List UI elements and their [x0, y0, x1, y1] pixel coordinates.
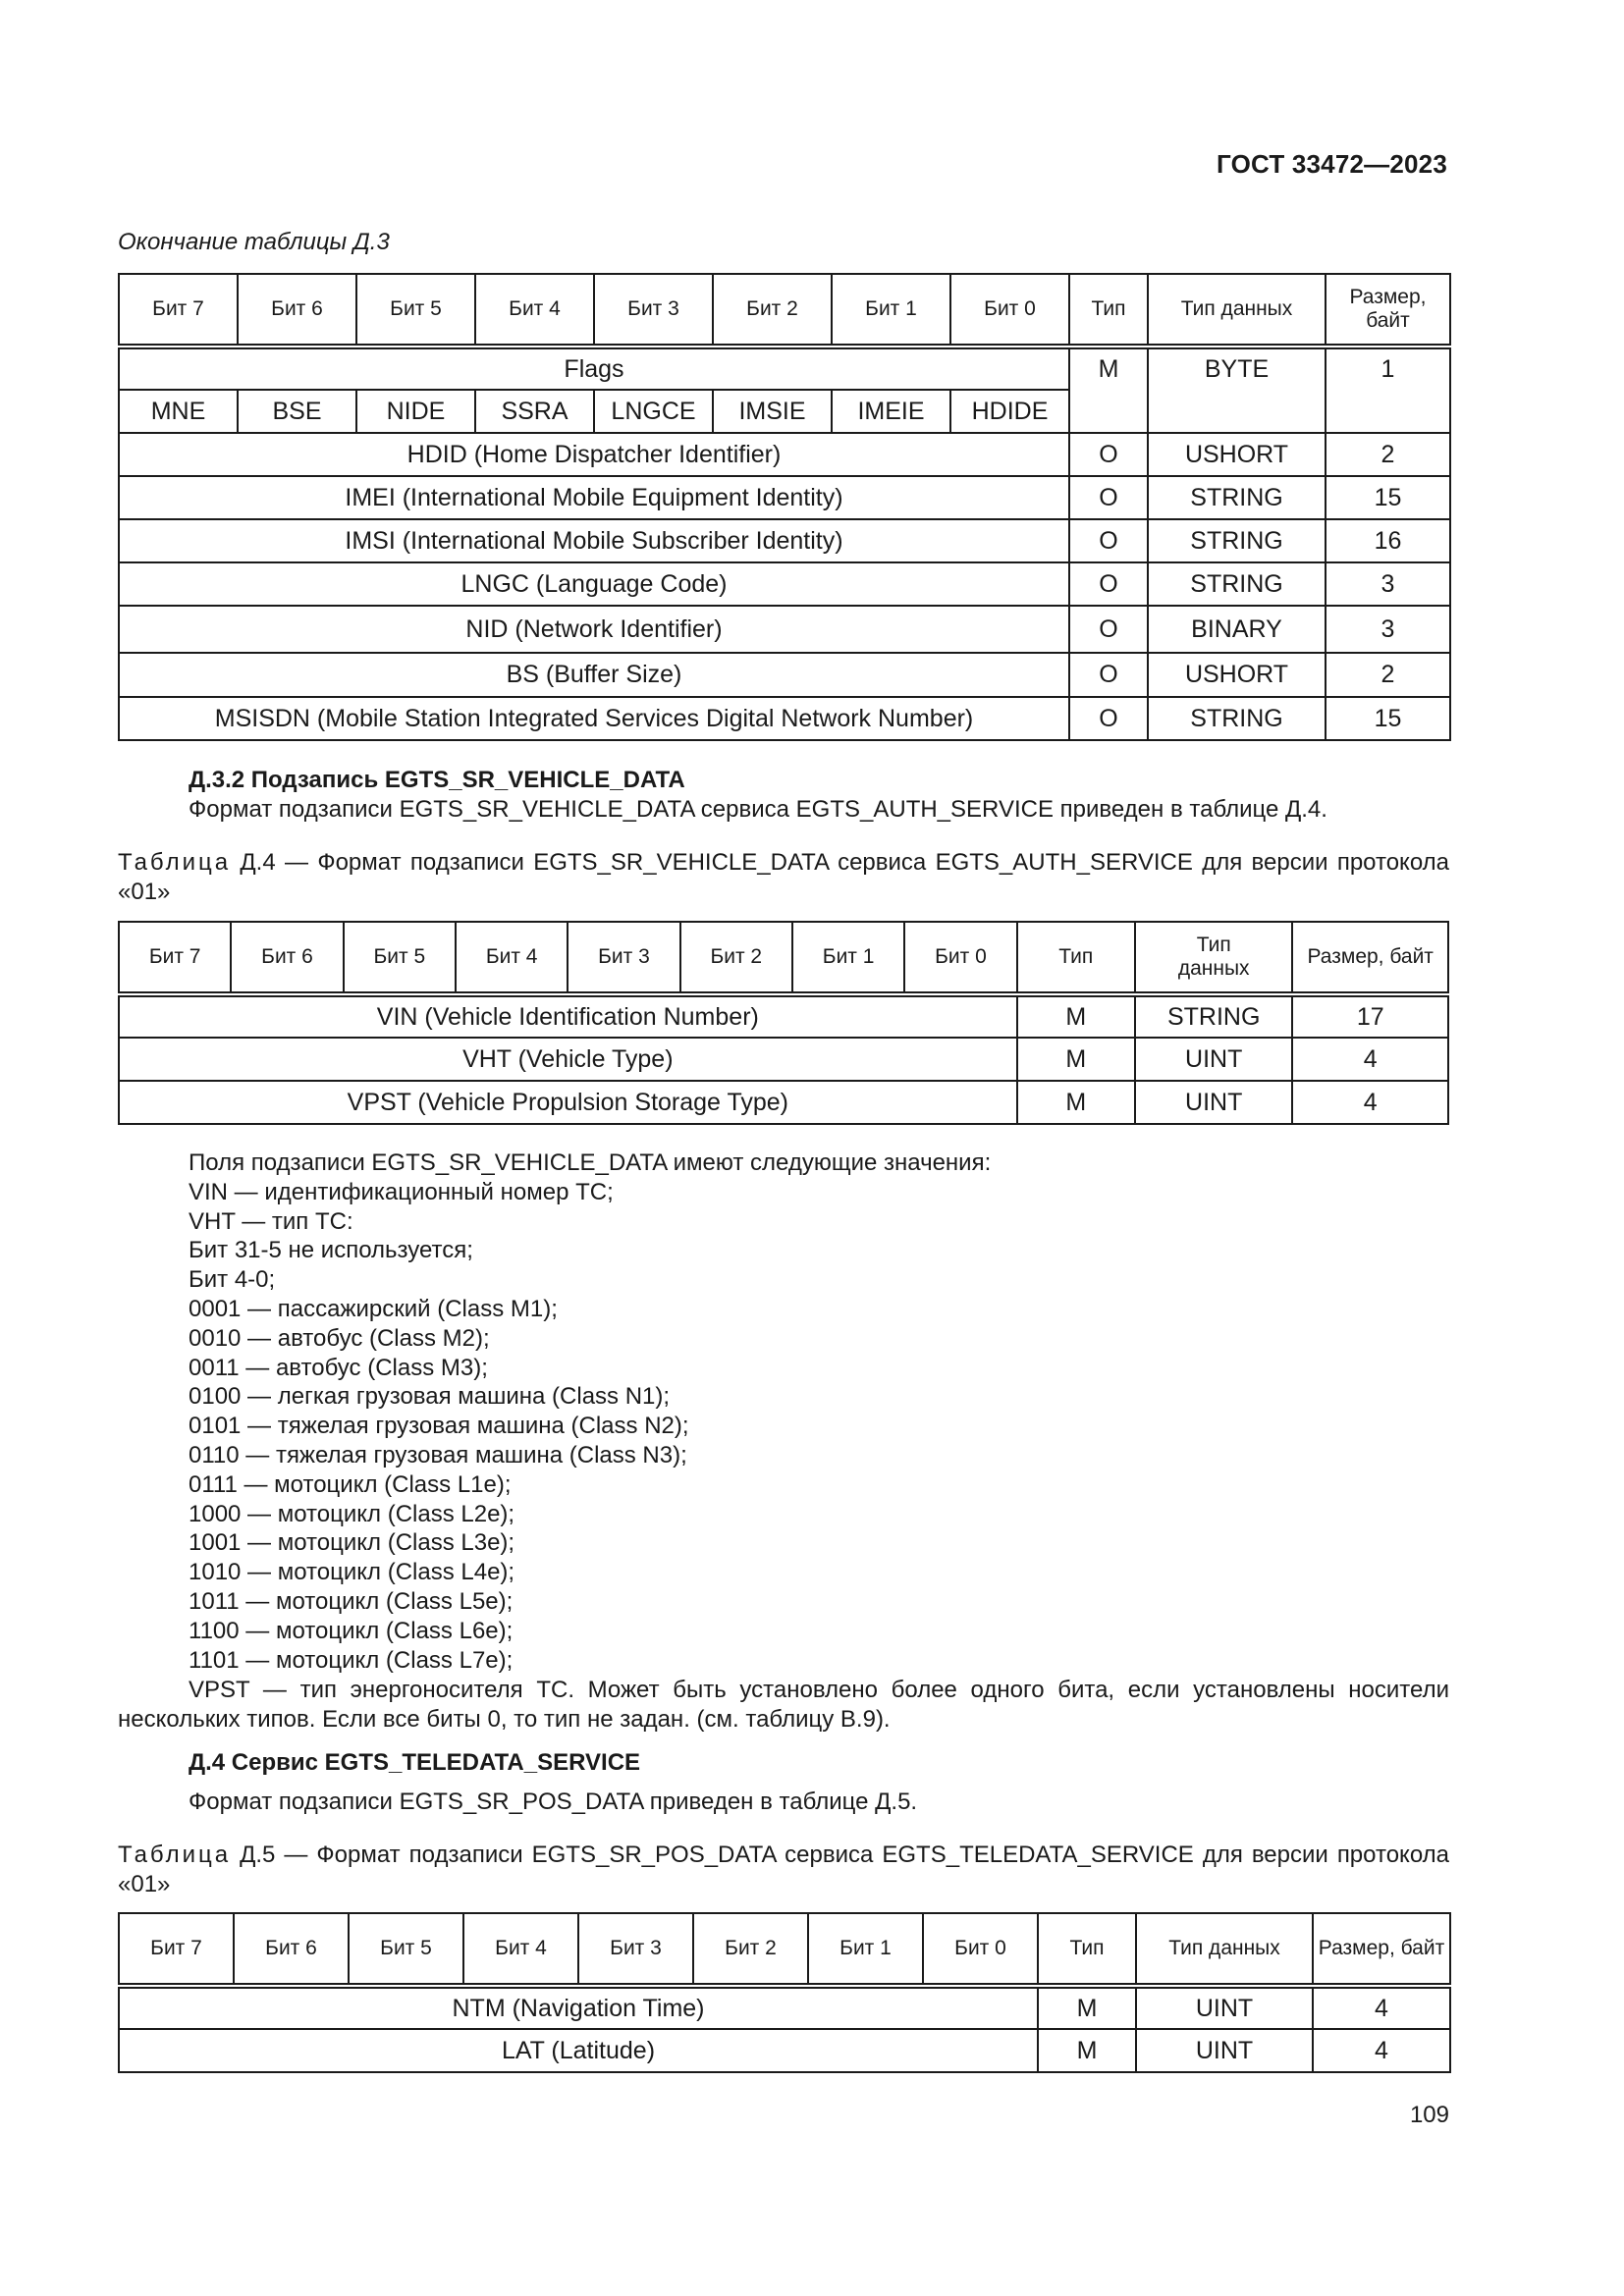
header-cell: Бит 3 [578, 1913, 693, 1986]
description-line: 0111 — мотоцикл (Class L1e); [189, 1470, 512, 1498]
type-cell: M [1017, 1081, 1135, 1124]
header-cell: Бит 2 [713, 274, 832, 347]
bit-cell: IMSIE [713, 390, 832, 433]
size-cell: 17 [1292, 994, 1448, 1038]
header-cell: Бит 5 [344, 922, 456, 994]
vpst-paragraph: VPST — тип энергоносителя ТС. Может быть установлено более одного бита, если установлены носители нескольких типов. Если все биты 0, то тип не задан. (см. таблицу В.9). [118, 1677, 1449, 1733]
type-cell: M [1038, 1986, 1136, 2029]
caption-word: Таблица [118, 1842, 232, 1868]
header-cell: Бит 5 [349, 1913, 463, 1986]
header-cell: Бит 6 [231, 922, 343, 994]
flags-cell: Flags [119, 347, 1069, 390]
field-name-cell: BS (Buffer Size) [119, 653, 1069, 697]
header-cell: Размер, байт [1292, 922, 1448, 994]
bit-cell: BSE [238, 390, 356, 433]
table-row [119, 1986, 1450, 2029]
field-name-cell: MSISDN (Mobile Station Integrated Services Digital Network Number) [119, 697, 1069, 740]
table-row [119, 562, 1450, 606]
field-name-cell: LNGC (Language Code) [119, 562, 1069, 606]
table-d5 [118, 1912, 1451, 2073]
description-line: 0110 — тяжелая грузовая машина (Class N3); [189, 1441, 687, 1468]
table-header-row [119, 1913, 1450, 1986]
type-cell: O [1069, 653, 1148, 697]
dtype-cell: STRING [1148, 697, 1326, 740]
description-line: 1100 — мотоцикл (Class L6e); [189, 1617, 514, 1644]
table-row [119, 347, 1450, 390]
type-cell: M [1017, 1038, 1135, 1081]
table-row [119, 606, 1450, 653]
field-name-cell: LAT (Latitude) [119, 2029, 1038, 2072]
type-cell: O [1069, 433, 1148, 476]
dtype-cell: STRING [1148, 476, 1326, 519]
bit-cell: HDIDE [950, 390, 1069, 433]
type-cell: O [1069, 562, 1148, 606]
header-cell: Бит 1 [808, 1913, 923, 1986]
description-line: Бит 31-5 не используется; [189, 1237, 473, 1264]
header-cell: Бит 3 [594, 274, 713, 347]
dtype-cell: UINT [1135, 1081, 1292, 1124]
dtype-cell: STRING [1135, 994, 1292, 1038]
table-header-row [119, 922, 1448, 994]
size-cell: 3 [1326, 606, 1450, 653]
bit-cell: NIDE [356, 390, 475, 433]
header-cell: Бит 2 [680, 922, 792, 994]
table-row [119, 476, 1450, 519]
type-cell: O [1069, 606, 1148, 653]
table-row [119, 697, 1450, 740]
size-cell: 4 [1313, 2029, 1450, 2072]
description-line: 0101 — тяжелая грузовая машина (Class N2); [189, 1413, 689, 1440]
header-cell: Тип данных [1148, 274, 1326, 347]
description-line: 0010 — автобус (Class M2); [189, 1324, 490, 1352]
dtype-cell: UINT [1136, 2029, 1313, 2072]
header-cell: Тип данных [1136, 1913, 1313, 1986]
header-cell: Тип данных [1135, 922, 1292, 994]
table-row [119, 994, 1448, 1038]
table-d3-caption: Окончание таблицы Д.3 [118, 229, 390, 255]
field-name-cell: NID (Network Identifier) [119, 606, 1069, 653]
type-cell: M [1017, 994, 1135, 1038]
size-cell: 3 [1326, 562, 1450, 606]
header-cell: Размер, байт [1326, 274, 1450, 347]
table-row [119, 653, 1450, 697]
bit-cell: SSRA [475, 390, 594, 433]
dtype-cell: USHORT [1148, 653, 1326, 697]
table-d4-caption [118, 848, 1449, 907]
table-row [119, 1038, 1448, 1081]
document-id-header: ГОСТ 33472—2023 [1217, 149, 1447, 179]
field-name-cell: NTM (Navigation Time) [119, 1986, 1038, 2029]
size-cell: 15 [1326, 476, 1450, 519]
header-cell: Бит 0 [904, 922, 1016, 994]
section-heading-d32: Д.3.2 Подзапись EGTS_SR_VEHICLE_DATA [189, 767, 685, 793]
description-line: 1000 — мотоцикл (Class L2e); [189, 1500, 515, 1527]
size-cell: 16 [1326, 519, 1450, 562]
fields-intro: Поля подзаписи EGTS_SR_VEHICLE_DATA имеют следующие значения: [189, 1149, 992, 1176]
field-name-cell: VHT (Vehicle Type) [119, 1038, 1017, 1081]
dtype-cell: UINT [1135, 1038, 1292, 1081]
header-cell: Тип [1017, 922, 1135, 994]
size-cell: 4 [1292, 1038, 1448, 1081]
size-cell: 1 [1326, 347, 1450, 433]
description-line: VIN — идентификационный номер ТС; [189, 1178, 614, 1205]
description-line: 1101 — мотоцикл (Class L7e); [189, 1646, 514, 1674]
header-cell: Бит 7 [119, 274, 238, 347]
size-cell: 4 [1313, 1986, 1450, 2029]
size-cell: 15 [1326, 697, 1450, 740]
header-cell: Бит 3 [568, 922, 679, 994]
header-cell: Бит 1 [832, 274, 950, 347]
table-header-row [119, 274, 1450, 347]
type-cell: O [1069, 519, 1148, 562]
description-line: 1010 — мотоцикл (Class L4e); [189, 1559, 515, 1586]
section-d4-intro: Формат подзаписи EGTS_SR_POS_DATA приведен в таблице Д.5. [189, 1789, 918, 1815]
description-line: 0100 — легкая грузовая машина (Class N1); [189, 1383, 671, 1411]
header-cell: Бит 6 [238, 274, 356, 347]
field-descriptions [118, 1148, 1449, 1675]
section-heading-d4: Д.4 Сервис EGTS_TELEDATA_SERVICE [189, 1749, 641, 1776]
table-d5-caption [118, 1841, 1449, 1899]
field-name-cell: IMSI (International Mobile Subscriber Identity) [119, 519, 1069, 562]
header-cell: Бит 6 [234, 1913, 349, 1986]
type-cell: M [1038, 2029, 1136, 2072]
header-cell: Бит 7 [119, 1913, 234, 1986]
dtype-cell: BYTE [1148, 347, 1326, 433]
header-cell: Бит 4 [456, 922, 568, 994]
table-d4 [118, 921, 1449, 1125]
table-row [119, 433, 1450, 476]
table-row [119, 2029, 1450, 2072]
dtype-cell: UINT [1136, 1986, 1313, 2029]
dtype-cell: STRING [1148, 519, 1326, 562]
dtype-cell: USHORT [1148, 433, 1326, 476]
description-line: VHT — тип ТС: [189, 1207, 353, 1235]
header-cell: Бит 2 [693, 1913, 808, 1986]
table-row [119, 519, 1450, 562]
bit-cell: MNE [119, 390, 238, 433]
description-line: 1011 — мотоцикл (Class L5e); [189, 1587, 514, 1615]
bit-cell: LNGCE [594, 390, 713, 433]
table-d3 [118, 273, 1451, 741]
size-cell: 2 [1326, 433, 1450, 476]
header-cell: Размер, байт [1313, 1913, 1450, 1986]
header-cell: Бит 1 [792, 922, 904, 994]
dtype-cell: STRING [1148, 562, 1326, 606]
header-cell: Бит 5 [356, 274, 475, 347]
caption-text: Д.4 — Формат подзаписи EGTS_SR_VEHICLE_DATA сервиса EGTS_AUTH_SERVICE для версии протокола «01» [118, 849, 1449, 905]
description-line: 1001 — мотоцикл (Class L3e); [189, 1529, 515, 1557]
description-line: 0001 — пассажирский (Class M1); [189, 1295, 558, 1322]
field-name-cell: VIN (Vehicle Identification Number) [119, 994, 1017, 1038]
description-line: Бит 4-0; [189, 1266, 276, 1294]
header-cell: Бит 0 [923, 1913, 1038, 1986]
field-name-cell: VPST (Vehicle Propulsion Storage Type) [119, 1081, 1017, 1124]
type-cell: O [1069, 697, 1148, 740]
header-cell: Бит 0 [950, 274, 1069, 347]
section-d32-intro: Формат подзаписи EGTS_SR_VEHICLE_DATA сервиса EGTS_AUTH_SERVICE приведен в таблице Д.4. [189, 796, 1327, 823]
caption-text: Д.5 — Формат подзаписи EGTS_SR_POS_DATA сервиса EGTS_TELEDATA_SERVICE для версии протокола «01» [118, 1842, 1449, 1897]
header-cell: Тип [1069, 274, 1148, 347]
type-cell: O [1069, 476, 1148, 519]
header-cell: Бит 4 [463, 1913, 578, 1986]
page-number: 109 [1409, 2102, 1449, 2128]
caption-word: Таблица [118, 849, 232, 876]
header-cell: Тип [1038, 1913, 1136, 1986]
header-cell: Бит 4 [475, 274, 594, 347]
field-name-cell: HDID (Home Dispatcher Identifier) [119, 433, 1069, 476]
field-name-cell: IMEI (International Mobile Equipment Identity) [119, 476, 1069, 519]
dtype-cell: BINARY [1148, 606, 1326, 653]
size-cell: 2 [1326, 653, 1450, 697]
size-cell: 4 [1292, 1081, 1448, 1124]
bit-cell: IMEIE [832, 390, 950, 433]
description-line: 0011 — автобус (Class M3); [189, 1354, 488, 1381]
type-cell: M [1069, 347, 1148, 433]
table-row [119, 1081, 1448, 1124]
header-cell: Бит 7 [119, 922, 231, 994]
